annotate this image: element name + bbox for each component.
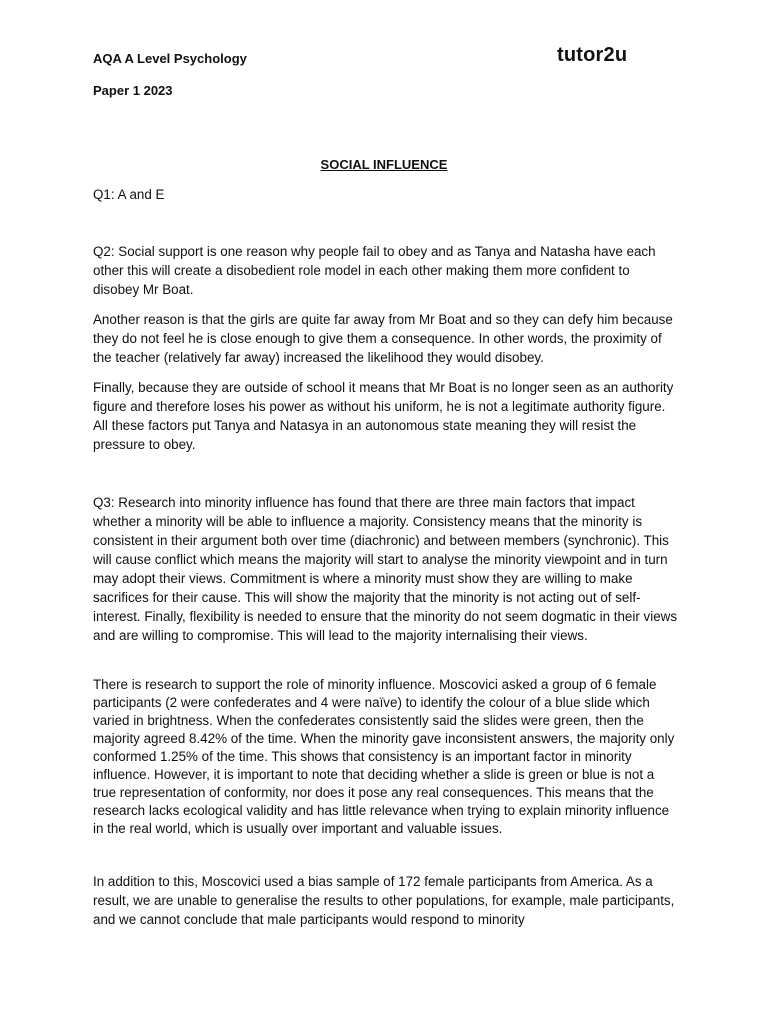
answer-q1: Q1: A and E <box>93 187 165 202</box>
answer-q2: Q2: Social support is one reason why people fail to obey and as Tanya and Natasha have each other this will create a disobedient role model in each other making them more confident to disobey Mr Boat. <box>93 244 656 297</box>
section-title: SOCIAL INFLUENCE <box>320 157 448 172</box>
answer-q3-addition: In addition to this, Moscovici used a bias sample of 172 female participants from America. As a result, we are unable to generalise the results to other populations, for example, male participants, and we cannot conclude that male participants would respond to minority <box>93 874 675 927</box>
answer-q2-authority: Finally, because they are outside of school it means that Mr Boat is no longer seen as an authority figure and therefore loses his power as without his uniform, he is not a legitimate authority figure. All these factors put Tanya and Natasya in an autonomous state meaning they will resist the pressure to obey. <box>93 380 674 452</box>
answer-q2-proximity: Another reason is that the girls are quite far away from Mr Boat and so they can defy him because they do not feel he is close enough to give them a consequence. In other words, the proximity of the teacher (relatively far away) increased the likelihood they would disobey. <box>93 312 673 365</box>
answer-q3: Q3: Research into minority influence has found that there are three main factors that impact whether a minority will be able to influence a majority. Consistency means that the minority is consistent in their argument both over time (diachronic) and between members (synchronic). This will cause conflict which means the majority will start to analyse the minority viewpoint and in turn may adopt their views. Commitment is where a minority must show they are willing to make sacrifices for their cause. This will show the majority that the minority is not acting out of self-interest. Finally, flexibility is needed to ensure that the minority do not seem dogmatic in their views and are willing to compromise. This will lead to the majority internalising their views. <box>93 495 678 643</box>
answer-q3-research: There is research to support the role of minority influence. Moscovici asked a group of 6 female participants (2 were confederates and 4 were naïve) to identify the colour of a blue slide which varied in brightness. When the confederates consistently said the slides were green, then the majority agreed 8.42% of the time. When the minority gave inconsistent answers, the majority only conformed 1.25% of the time. This shows that consistency is an important factor in minority influence. However, it is important to note that deciding whether a slide is green or blue is not a true representation of conformity, nor does it pose any real consequences. This means that the research lacks ecological validity and has little relevance when trying to explain minority influence in the real world, which is usually over important and valuable issues. <box>93 677 675 836</box>
brand-logo-text: tutor2u <box>557 44 628 66</box>
paper-label: Paper 1 2023 <box>93 83 173 98</box>
course-title: AQA A Level Psychology <box>93 51 247 66</box>
